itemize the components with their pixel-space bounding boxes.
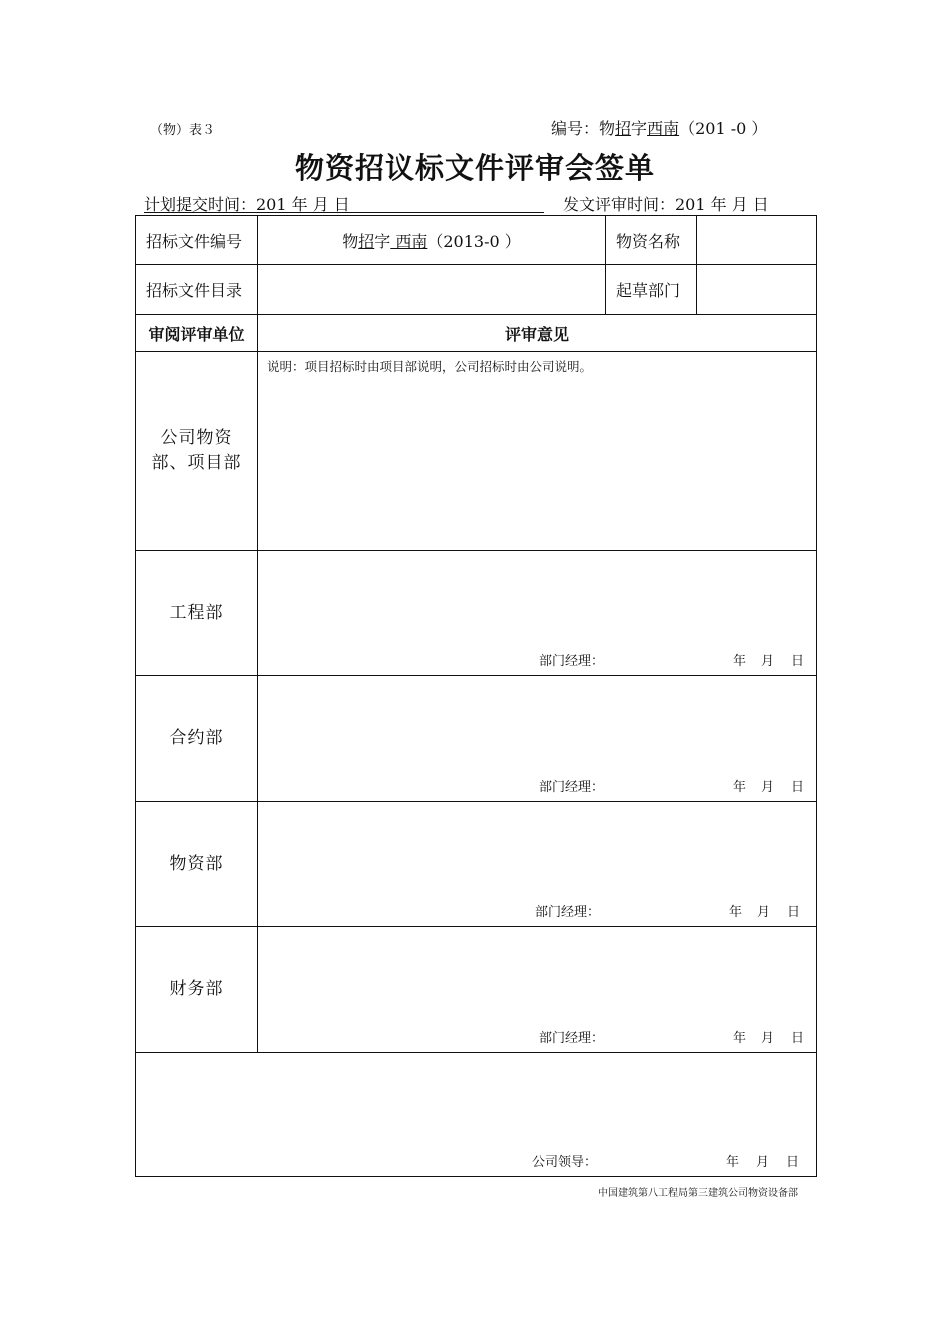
doc-no-label: 招标文件编号 bbox=[136, 216, 258, 265]
opinion-column-header: 评审意见 bbox=[258, 315, 817, 352]
unit-materials: 物资部 bbox=[136, 802, 258, 927]
page-title: 物资招议标文件评审会签单 bbox=[294, 151, 655, 185]
review-form-table bbox=[135, 215, 817, 1177]
sign-engineering: 部门经理： 年 月 日 bbox=[539, 654, 805, 669]
catalog-field[interactable] bbox=[258, 265, 606, 315]
sign-materials: 部门经理： 年 月 日 bbox=[535, 905, 801, 920]
sign-leader: 公司领导： 年 月 日 bbox=[532, 1155, 800, 1170]
draft-dept-label: 起草部门 bbox=[606, 265, 697, 315]
doc-no-value[interactable]: 物招字 西南（2013-0 ） bbox=[258, 216, 606, 265]
opinion-finance[interactable] bbox=[258, 927, 817, 1053]
draft-dept-field[interactable] bbox=[697, 265, 817, 315]
unit-finance: 财务部 bbox=[136, 927, 258, 1053]
unit-contracts: 合约部 bbox=[136, 676, 258, 802]
opinion-engineering[interactable] bbox=[258, 551, 817, 676]
serial-number: 编号：物招字西南（201 -0 ） bbox=[551, 119, 768, 138]
opinion-contracts[interactable] bbox=[258, 676, 817, 802]
review-time: 发文评审时间：201 年 月 日 bbox=[563, 195, 769, 214]
unit-engineering: 工程部 bbox=[136, 551, 258, 676]
form-code: （物）表３ bbox=[150, 123, 216, 138]
catalog-label: 招标文件目录 bbox=[136, 265, 258, 315]
submit-time: 计划提交时间：201 年 月 日 bbox=[144, 195, 350, 214]
footer-organization: 中国建筑第八工程局第三建筑公司物资设备部 bbox=[598, 1188, 798, 1199]
sign-contracts: 部门经理： 年 月 日 bbox=[539, 780, 805, 795]
sign-finance: 部门经理： 年 月 日 bbox=[539, 1031, 805, 1046]
opinion-materials[interactable] bbox=[258, 802, 817, 927]
material-name-field[interactable] bbox=[697, 216, 817, 265]
unit-column-header: 审阅评审单位 bbox=[136, 315, 258, 352]
instruction-note: 说明：项目招标时由项目部说明，公司招标时由公司说明。 bbox=[267, 359, 593, 374]
unit-materials-project: 公司物资部、项目部 bbox=[136, 352, 258, 551]
submit-time-underline bbox=[144, 212, 544, 213]
material-name-label: 物资名称 bbox=[606, 216, 697, 265]
leader-approval-area[interactable] bbox=[136, 1053, 817, 1177]
opinion-materials-project[interactable] bbox=[258, 352, 817, 551]
